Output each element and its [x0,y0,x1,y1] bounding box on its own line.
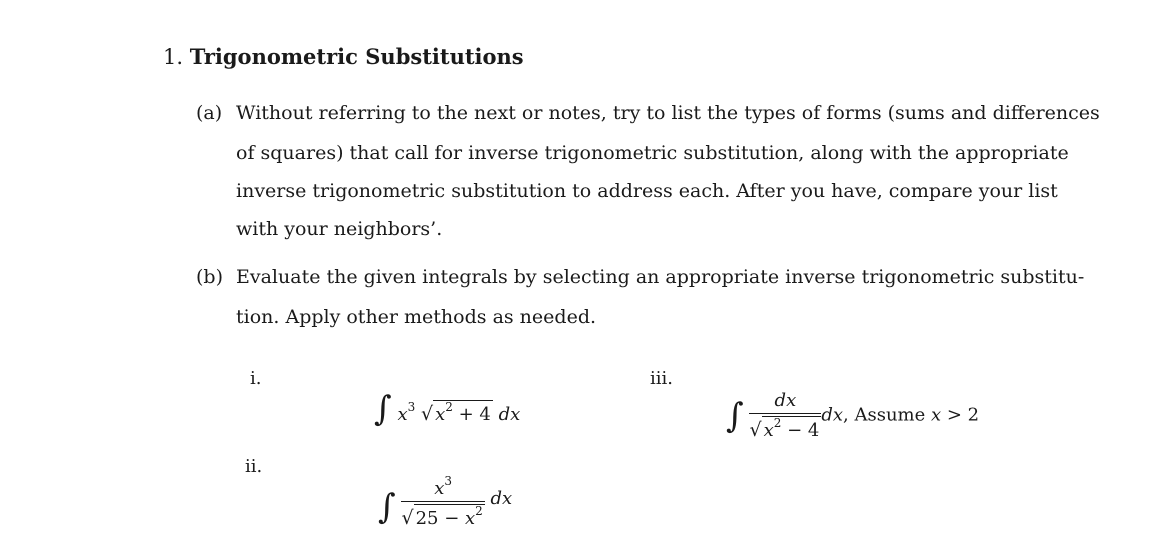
fraction [401,476,484,529]
assumption-prefix: , Assume [843,404,931,426]
problem-i-integral [374,389,521,429]
section-title: Trigonometric Substitutions [189,44,524,69]
integral-sign: ∫ [726,395,744,436]
part-b-line-1: Evaluate the given integrals by selecting an appropriate inverse trigonometric substitu- [236,266,1085,288]
differential: dx [821,404,844,426]
section-number: 1. [163,45,184,69]
radicand: $x^2 + 4$ [435,400,491,425]
section-heading [163,44,524,69]
differential: dx [498,404,521,425]
factor-exp: 3 [407,400,416,414]
part-a-line-2: of squares) that call for inverse trigonometric substitution, along with the appropriate [236,142,1069,164]
problem-iii-integral [726,390,979,441]
problem-ii-integral [378,476,512,529]
numerator: dx [774,390,797,411]
integral-sign: ∫ [378,486,396,527]
part-b-line-2: tion. Apply other methods as needed. [236,306,597,328]
problem-iii-label: iii. [650,368,673,389]
part-a-line-3: inverse trigonometric substitution to address each. After you have, compare your list [236,180,1058,202]
problem-ii-label: ii. [245,456,263,477]
radical-sign: √ [420,403,434,425]
part-a-line-4: with your neighbors’. [236,218,443,240]
assumption-var: x [930,404,942,426]
fraction [749,390,821,441]
numerator: $x^3$ [434,474,453,499]
part-b-label: (b) [196,266,223,288]
part-a-label: (a) [196,102,223,124]
part-a-line-1: Without referring to the next or notes, try to list the types of forms (sums and differences [236,102,1100,124]
denominator: √ $25 - x^2$ [401,501,484,529]
assumption-relation: > 2 [941,404,980,426]
integral-sign: ∫ [374,389,392,429]
problem-i-label: i. [250,368,262,389]
denominator: √ $x^2 - 4$ [749,413,821,441]
factor-var: x [397,404,408,425]
differential: dx [490,487,513,509]
